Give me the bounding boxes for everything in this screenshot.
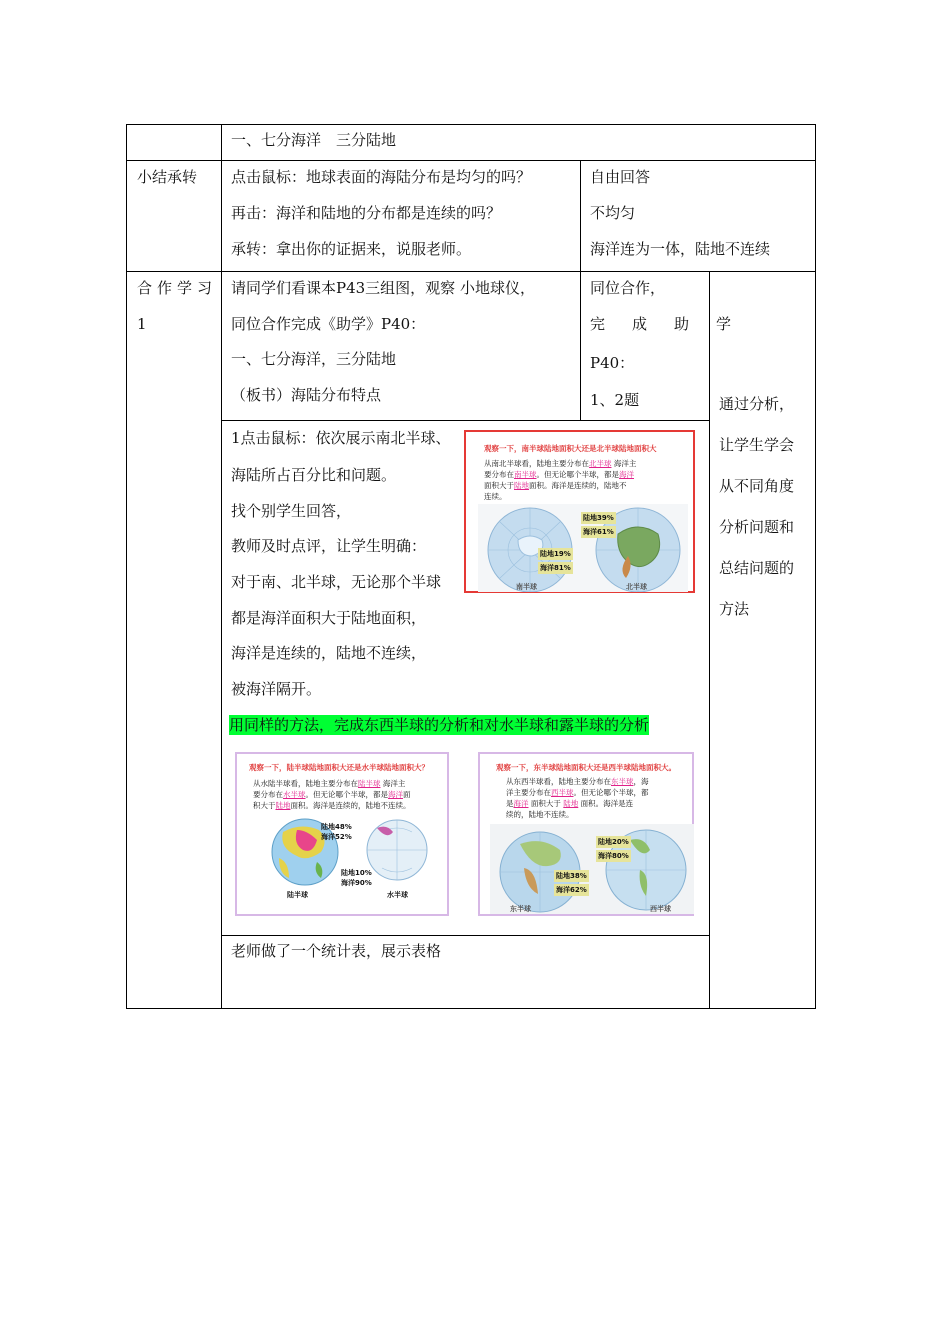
globe-label: 西半球: [650, 905, 671, 913]
intent-text: 让学生学会: [719, 436, 795, 454]
teacher-text: 1点击鼠标：依次展示南北半球、: [231, 429, 451, 447]
intent-text: 方法: [719, 600, 750, 618]
slide-land-water: [235, 752, 449, 916]
teacher-text: 请同学们看课本P43三组图，观察 小地球仪，: [231, 279, 535, 297]
stage-label: 小结承转: [137, 168, 198, 186]
section-heading: 一、七分海洋 三分陆地: [231, 131, 397, 149]
teacher-text: 承转：拿出你的证据来，说服老师。: [231, 240, 472, 258]
slide-text: 从南北半球看，陆地主要分布在北半球 海洋主 要分布在南半球。但无论哪个半球，都是海洋 面积大于陆地面积。海洋是连续的，陆地不 连续。: [484, 459, 637, 501]
teacher-text: 海洋是连续的，陆地不连续，: [231, 644, 427, 662]
slide-text: 从东西半球看，陆地主要分布在东半球，海 洋主要分布在西半球。但无论哪个半球，都 是海洋 面积大于 陆地 面积。海洋是连 续的，陆地不连续。: [506, 777, 649, 819]
globe-label: 南半球: [516, 583, 537, 591]
globe-label: 北半球: [626, 583, 647, 591]
globe-label: 陆半球: [287, 891, 308, 899]
teacher-text: （板书）海陆分布特点: [231, 386, 382, 404]
teacher-text: 一、七分海洋，三分陆地: [231, 350, 397, 368]
stage-label: 1: [137, 315, 147, 333]
sea-tag: 海洋81%: [540, 564, 571, 572]
sea-tag: 海洋62%: [556, 886, 587, 894]
slide-title: 观察一下，东半球陆地面积大还是西半球陆地面积大。: [496, 763, 676, 772]
land-tag: 陆地20%: [598, 838, 629, 846]
stage-label: 合作学习: [137, 279, 218, 297]
land-tag: 陆地19%: [540, 550, 571, 558]
land-label: 陆地10%: [341, 869, 372, 877]
teacher-text: 教师及时点评，让学生明确：: [231, 537, 427, 555]
intent-text: 通过分析，: [719, 395, 795, 413]
sea-label: 海洋90%: [341, 879, 372, 887]
teacher-text: 点击鼠标：地球表面的海陆分布是均匀的吗？: [231, 168, 532, 186]
teacher-text: 老师做了一个统计表，展示表格: [231, 942, 442, 960]
slide-text: 从水陆半球看，陆地主要分布在陆半球 海洋主 要分布在水半球。但无论哪个半球，都是海洋面 积大于陆地面积。海洋是连续的，陆地不连续。: [253, 779, 411, 810]
sea-label: 海洋52%: [321, 833, 352, 841]
sea-tag: 海洋61%: [583, 528, 614, 536]
student-text: 不均匀: [590, 204, 636, 222]
teacher-text: 找个别学生回答，: [231, 502, 352, 520]
slide-title: 观察一下，南半球陆地面积大还是北半球陆地面积大: [484, 444, 657, 453]
land-tag: 陆地39%: [583, 514, 614, 522]
teacher-text: 再击：海洋和陆地的分布都是连续的吗？: [231, 204, 502, 222]
globe-images: [490, 824, 694, 914]
student-text: 同位合作，: [590, 279, 666, 297]
globe-label: 东半球: [510, 905, 531, 913]
student-text: 自由回答: [590, 168, 651, 186]
student-text: P40：: [590, 354, 635, 372]
land-label: 陆地48%: [321, 823, 352, 831]
land-tag: 陆地38%: [556, 872, 587, 880]
teacher-text: 海陆所占百分比和问题。: [231, 466, 397, 484]
sea-tag: 海洋80%: [598, 852, 629, 860]
teacher-text: 同位合作完成《助学》P40：: [231, 315, 426, 333]
teacher-text: 都是海洋面积大于陆地面积，: [231, 609, 427, 627]
student-text: 海洋连为一体，陆地不连续: [590, 240, 771, 258]
teacher-text: 被海洋隔开。: [231, 680, 322, 698]
slide-east-west: [478, 752, 694, 916]
intent-text: 从不同角度: [719, 477, 795, 495]
student-text: 1、2题: [590, 391, 640, 409]
student-text: 完 成 助 学: [590, 315, 738, 333]
slide-title: 观察一下，陆半球陆地面积大还是水半球陆地面积大？: [249, 763, 429, 772]
globe-label: 水半球: [387, 891, 408, 899]
slide-north-south: [464, 430, 695, 593]
teacher-text: 对于南、北半球，无论那个半球: [231, 573, 442, 591]
intent-text: 分析问题和: [719, 518, 795, 536]
intent-text: 总结问题的: [719, 559, 795, 577]
highlighted-instruction: 用同样的方法，完成东西半球的分析和对水半球和露半球的分析: [229, 716, 650, 734]
